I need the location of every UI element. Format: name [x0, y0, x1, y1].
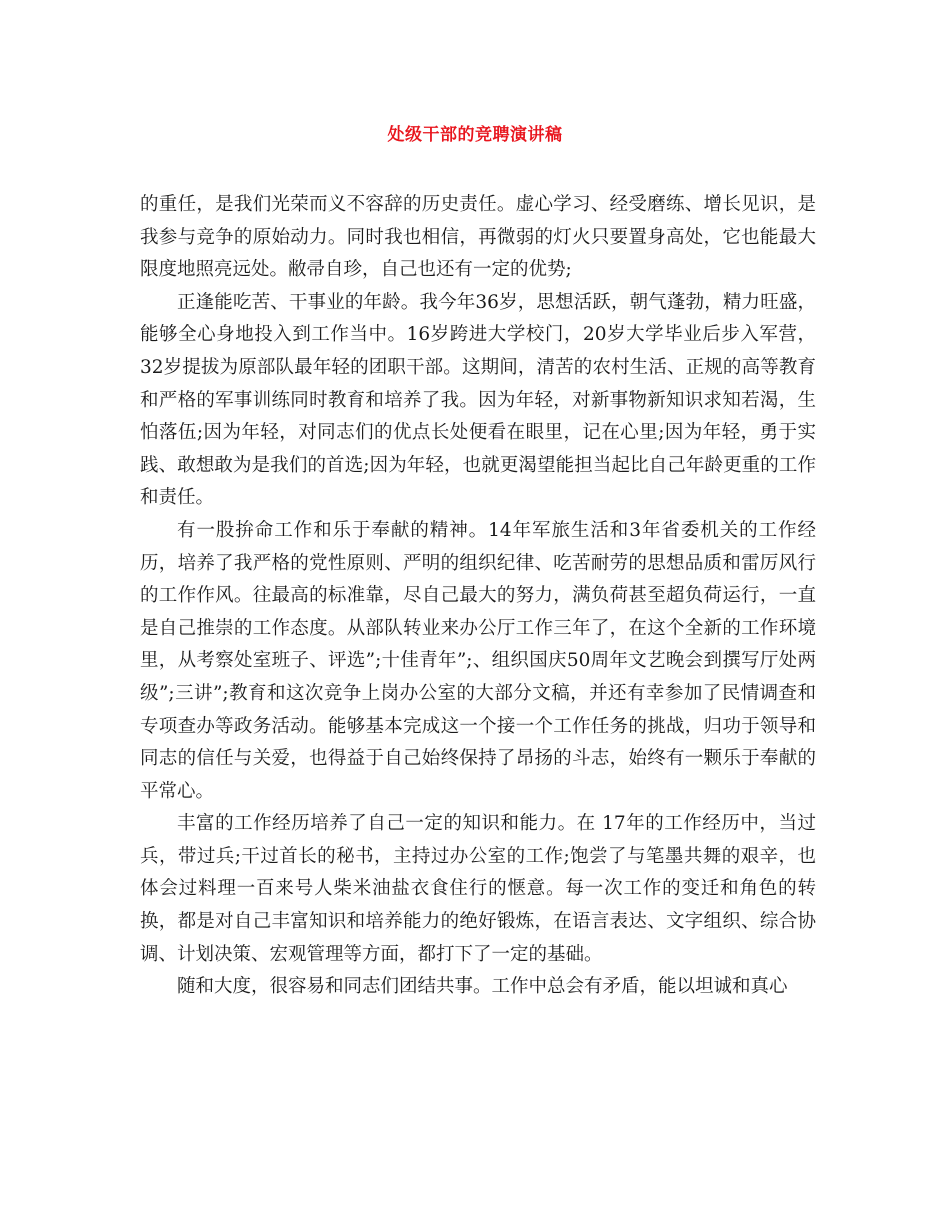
paragraph-5: 随和大度，很容易和同志们团结共事。工作中总会有矛盾，能以坦诚和真心: [177, 976, 788, 998]
document-title: 处级干部的竞聘演讲稿: [387, 125, 563, 145]
paragraph-1: 的重任，是我们光荣而义不容辞的历史责任。虚心学习、经受磨练、增长见识，是我参与竞争的原始动力。同时我也相信，再微弱的灯火只要置身高处，它也能最大限度地照亮远处。敝帚自珍，自己也还有一定的优势;: [140, 194, 816, 281]
document-body: [140, 189, 816, 1004]
paragraph-2: 正逢能吃苦、干事业的年龄。我今年36岁，思想活跃，朝气蓬勃，精力旺盛，能够全心身地投入到工作当中。16岁跨进大学校门，20岁大学毕业后步入军营，32岁提拔为原部队最年轻的团职干部。这期间，清苦的农村生活、正规的高等教育和严格的军事训练同时教育和培养了我。因为年轻，对新事物新知识求知若渴，生怕落伍;因为年轻，对同志们的优点长处便看在眼里，记在心里;因为年轻，勇于实践、敢想敢为是我们的首选;因为年轻，也就更渴望能担当起比自己年龄更重的工作和责任。: [140, 291, 816, 509]
paragraph-3: 有一股拚命工作和乐于奉献的精神。14年军旅生活和3年省委机关的工作经历，培养了我严格的党性原则、严明的组织纪律、吃苦耐劳的思想品质和雷厉风行的工作作风。往最高的标准靠，尽自己最大的努力，满负荷甚至超负荷运行，一直是自己推崇的工作态度。从部队转业来办公厅工作三年了，在这个全新的工作环境里，从考察处室班子、评选”;十佳青年”;、组织国庆50周年文艺晚会到撰写厅处两级”;三讲”;教育和这次竞争上岗办公室的大部分文稿，并还有幸参加了民情调查和专项查办等政务活动。能够基本完成这一个接一个工作任务的挑战，归功于领导和同志的信任与关爱，也得益于自己始终保持了昂扬的斗志，始终有一颗乐于奉献的平常心。: [140, 519, 816, 802]
paragraph-4: 丰富的工作经历培养了自己一定的知识和能力。在 17年的工作经历中，当过兵，带过兵;干过首长的秘书，主持过办公室的工作;饱尝了与笔墨共舞的艰辛，也体会过料理一百来号人柴米油盐衣食住行的惬意。每一次工作的变迁和角色的转换，都是对自己丰富知识和培养能力的绝好锻炼，在语言表达、文字组织、综合协调、计划决策、宏观管理等方面，都打下了一定的基础。: [140, 813, 816, 965]
